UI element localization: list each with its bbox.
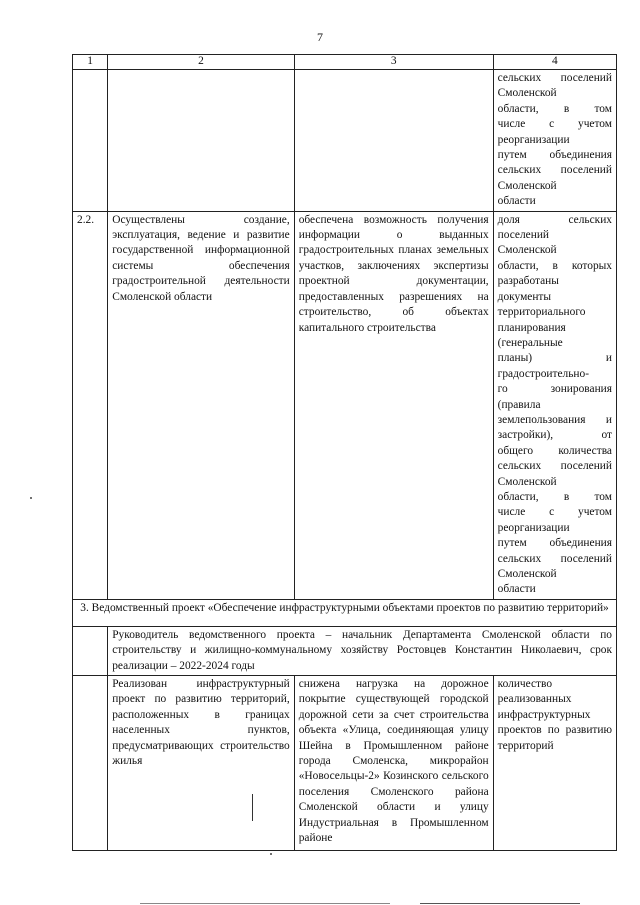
indicator-line: области, в том xyxy=(497,490,612,503)
cont-line: сельских поселений xyxy=(497,164,612,177)
project-task-cell: Реализован инфраструктурный проект по развитию территорий, расположенных в границах населенных пунктов, предусматривающих строительство жилья xyxy=(108,676,295,851)
section-3-title: 3. Ведомственный проект «Обеспечение инфраструктурными объектами проектов по развитию территорий» xyxy=(73,599,617,626)
indicator-line: путем объединения xyxy=(497,537,612,550)
indicator-line: документы xyxy=(497,290,552,303)
indicator-line: числе с учетом xyxy=(497,506,612,519)
cont-line: числе с учетом xyxy=(497,118,612,131)
header-cell-1: 1 xyxy=(73,55,108,70)
cont-line: путем объединения xyxy=(497,149,612,162)
scan-dot xyxy=(30,497,32,499)
indicator-line: территориального xyxy=(497,306,586,319)
cont-cell-2 xyxy=(108,70,295,212)
indicator-line: планы) и xyxy=(497,352,612,365)
cont-line: области, в том xyxy=(497,102,612,115)
table-row-2-2 xyxy=(73,211,617,599)
indicator-line: планирования xyxy=(497,321,566,334)
indicator-line: Смоленской xyxy=(497,244,557,257)
cont-cell-3 xyxy=(294,70,493,212)
scan-dot xyxy=(270,853,272,855)
leader-empty-cell xyxy=(73,626,108,675)
table-row-continuation xyxy=(73,70,617,212)
indicator-line: поселений xyxy=(497,229,550,242)
task-cell: Осуществлены создание, эксплуатация, ведение и развитие государственной информационной системы обеспечения градостроительной деятельности Смоленской области xyxy=(108,211,295,599)
cont-line: Смоленской xyxy=(497,87,557,100)
page-number: 7 xyxy=(317,30,323,44)
indicator-line: (правила xyxy=(497,398,541,411)
cont-indicator-cell xyxy=(493,70,616,212)
indicator-line: сельских поселений xyxy=(497,552,612,565)
scan-mark-vertical xyxy=(252,794,253,821)
indicator-line: (генеральные xyxy=(497,336,563,349)
header-cell-4: 4 xyxy=(493,55,616,70)
cont-line: реорганизации xyxy=(497,133,570,146)
indicator-cell xyxy=(493,211,616,599)
project-effect-cell: снижена нагрузка на дорожное покрытие существующей городской дорожной сети за счет строительства объекта «Улица, соединяющая улицу Шейна в Промышленном районе города Смоленска, микрорайон «Новосельцы-2» Козинского сельского поселения Смоленского района Смоленской области и улицу Индустриальная в Промышленном районе xyxy=(294,676,493,851)
scan-edge-line xyxy=(420,903,580,904)
indicator-line: Смоленской xyxy=(497,568,557,580)
header-cell-3: 3 xyxy=(294,55,493,70)
project-indicator-cell: количество реализованных инфраструктурных проектов по развитию территорий xyxy=(493,676,616,851)
leader-row xyxy=(73,626,617,675)
indicator-line: Смоленской xyxy=(497,475,557,488)
scan-edge-line xyxy=(140,903,390,904)
measures-table xyxy=(72,54,617,851)
indicator-line: градостроительно- xyxy=(497,367,590,380)
header-cell-2: 2 xyxy=(108,55,295,70)
indicator-line: землепользования и xyxy=(497,413,612,426)
indicator-line: разработаны xyxy=(497,275,559,288)
effect-cell: обеспечена возможность получения информации о выданных градостроительных планах земельных участков, заключениях экспертизы проектной документации, предоставленных разрешениях на строительство, об объектах капитального строительства xyxy=(294,211,493,599)
project-leader-text: Руководитель ведомственного проекта – начальник Департамента Смоленской области по строительству и жилищно-коммунальному хозяйству Ростовцев Константин Николаевич, срок реализации – 2022-2024 годы xyxy=(108,626,617,675)
indicator-line: сельских поселений xyxy=(497,460,612,473)
project-number-cell xyxy=(73,676,108,851)
table-header-row xyxy=(73,55,617,70)
indicator-line: области, в которых xyxy=(497,259,612,272)
indicator-line: го зонирования xyxy=(497,383,612,396)
table-row-project xyxy=(73,676,617,851)
cont-line: Смоленской xyxy=(497,179,557,192)
section-3-row xyxy=(73,599,617,626)
cont-cell-1 xyxy=(73,70,108,212)
indicator-line: доля сельских xyxy=(497,213,612,226)
cont-line: сельских поселений xyxy=(497,72,612,84)
indicator-line: реорганизации xyxy=(497,521,570,534)
row-number: 2.2. xyxy=(73,211,108,599)
indicator-line: застройки), от xyxy=(497,429,612,442)
indicator-line: области xyxy=(497,583,536,596)
cont-line: области xyxy=(497,195,536,208)
indicator-line: общего количества xyxy=(497,444,612,457)
